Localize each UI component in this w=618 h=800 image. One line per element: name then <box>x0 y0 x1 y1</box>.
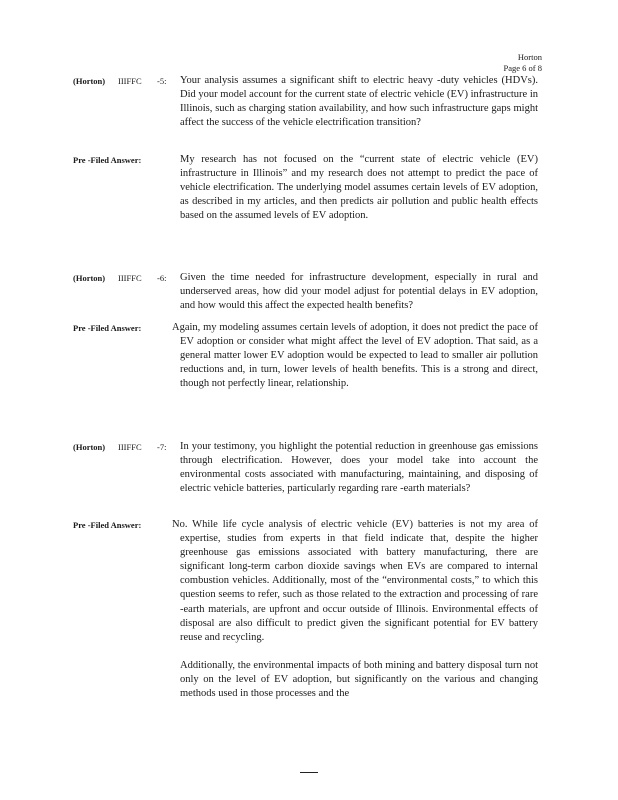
footer-rule <box>300 772 318 773</box>
question-speaker: (Horton) <box>73 273 106 283</box>
page-header <box>504 52 542 74</box>
question-number: -7: <box>157 442 167 452</box>
answer-text: My research has not focused on the “current state of electric vehicle (EV) infrastructure in Illinois” and my research does not attempt to predict the pace of vehicle electrification. The underlying model assumes certain levels of EV adoption, as described in my articles, and then predicts air pollution and public health effects based on the assumed levels of EV adoption. <box>180 154 538 222</box>
question-tag: IIIFFC <box>118 442 142 452</box>
question-tag: IIIFFC <box>118 273 142 283</box>
answer-label: Pre -Filed Answer: <box>73 323 142 333</box>
question-text: Given the time needed for infrastructure development, especially in rural and underserved areas, how did your model adjust for potential delays in EV adoption, and how would this affect the expected health benefits? <box>180 272 538 312</box>
answer-label: Pre -Filed Answer: <box>73 155 142 165</box>
question-text: In your testimony, you highlight the potential reduction in greenhouse gas emissions through electrification. However, does your model take into account the environmental costs associated with manufacturing, maintaining, and disposing of electric vehicle batteries, particularly regarding rare -earth materials? <box>180 441 538 495</box>
header-page-number: Page 6 of 8 <box>503 63 542 73</box>
question-speaker: (Horton) <box>73 76 106 86</box>
answer-text-continued: Additionally, the environmental impacts of both mining and battery disposal turn not only on the level of EV adoption, but significantly on the various and changing methods used in those processes and the <box>180 659 538 700</box>
answer-block <box>172 518 538 712</box>
question-number: -6: <box>157 273 167 283</box>
question-speaker: (Horton) <box>73 442 106 452</box>
answer-label: Pre -Filed Answer: <box>73 520 142 530</box>
answer-text: Again, my modeling assumes certain levels of adoption, it does not predict the pace of EV adoption or consider what might affect the level of EV adoption. That said, as a general matter lower EV adoption would be expected to lead to smaller air pollution reductions and, in turn, lower levels of health benefits. This is a strong and direct, though not perfectly linear, relationship. <box>172 322 538 390</box>
question-tag: IIIFFC <box>118 76 142 86</box>
answer-text: No. While life cycle analysis of electric vehicle (EV) batteries is not my area of expertise, studies from experts in that field indicate that, despite the higher greenhouse gas emissions associated with battery manufacturing, there are significant long-term carbon dioxide savings when EVs are compared to internal combustion vehicles. Additionally, most of the “environmental costs,” to which this question seems to refer, such as those related to the extraction and processing of rare -earth materials, are upfront and occur outside of Illinois. Environmental effects of disposal are also difficult to predict given the significant potential for EV battery reuse and recycling. <box>172 519 538 643</box>
header-name: Horton <box>517 52 542 62</box>
question-text: Your analysis assumes a significant shift to electric heavy -duty vehicles (HDVs). Did your model account for the current state of electric vehicle (EV) infrastructure in Illinois, such as charging station availability, and how such infrastructure gaps might affect the success of the vehicle electrification transition? <box>180 75 538 129</box>
question-number: -5: <box>157 76 167 86</box>
